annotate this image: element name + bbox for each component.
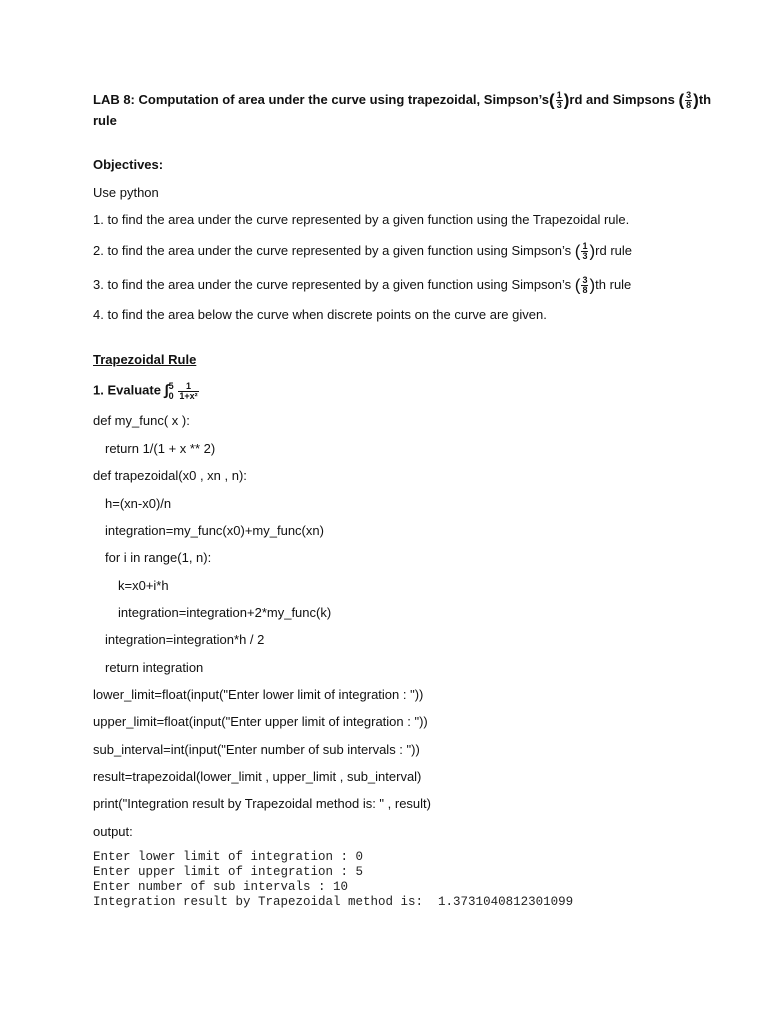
objectives-heading: Objectives:: [93, 157, 164, 172]
output-label: output:: [93, 824, 133, 839]
console-output-line: Enter number of sub intervals : 10: [93, 880, 349, 894]
console-output-line: Enter lower limit of integration : 0: [93, 850, 364, 864]
lab-title-line2: rule: [93, 113, 117, 128]
objective-item-4: 4. to find the area below the curve when discrete points on the curve are given.: [93, 307, 547, 322]
objectives-intro: Use python: [93, 185, 159, 200]
section-heading: Trapezoidal Rule: [93, 352, 197, 367]
code-line: for i in range(1, n):: [105, 550, 212, 565]
code-line: integration=my_func(x0)+my_func(xn): [105, 523, 324, 538]
integral-limits: 5 0: [168, 381, 174, 401]
code-line: return integration: [105, 660, 204, 675]
code-line: integration=integration+2*my_func(k): [118, 605, 332, 620]
objective-item-3: 3. to find the area under the curve represented by a given function using Simpson’s ( $\frac{3}{8}$ )th rule: [93, 275, 632, 295]
fraction-three-eighths: $\frac{3}{8}$: [686, 90, 692, 110]
lab-title: LAB 8: Computation of area under the curve using trapezoidal, Simpson’s( $\frac{1}{3}$ )rd and Simpsons ( $\frac{3}{8}$ )th: [93, 90, 712, 110]
code-line: def my_func( x ):: [93, 413, 190, 428]
code-line: upper_limit=float(input("Enter upper limit of integration : ")): [93, 714, 428, 729]
console-output-line: Enter upper limit of integration : 5: [93, 865, 364, 879]
fraction-three-eighths: $\frac{3}{8}$: [582, 275, 588, 295]
code-line: result=trapezoidal(lower_limit , upper_limit , sub_interval): [93, 769, 422, 784]
console-output-line: Integration result by Trapezoidal method is: 1.3731040812301099: [93, 895, 574, 909]
code-line: def trapezoidal(x0 , xn , n):: [93, 468, 247, 483]
code-line: k=x0+i*h: [118, 578, 169, 593]
code-line: lower_limit=float(input("Enter lower limit of integration : ")): [93, 687, 424, 702]
code-line: return 1/(1 + x ** 2): [105, 441, 216, 456]
code-line: sub_interval=int(input("Enter number of sub intervals : ")): [93, 742, 420, 757]
fraction-one-third: $\frac{1}{3}$: [582, 241, 588, 261]
code-line: h=(xn-x0)/n: [105, 496, 172, 511]
code-line: integration=integration*h / 2: [105, 632, 265, 647]
code-line: print("Integration result by Trapezoidal method is: " , result): [93, 796, 431, 811]
integral-sign: ∫: [164, 382, 169, 399]
integrand-fraction: $\frac{1}{\text{1+x²}}$: [179, 380, 198, 401]
objective-item-2: 2. to find the area under the curve represented by a given function using Simpson’s ( $\frac{1}{3}$ )rd rule: [93, 241, 633, 261]
question-1: 1. Evaluate ∫ 5 0 $\frac{1}{\text{1+x²}}$: [93, 380, 198, 401]
fraction-one-third: $\frac{1}{3}$: [556, 90, 562, 110]
objective-item-1: 1. to find the area under the curve represented by a given function using the Trapezoidal rule.: [93, 212, 630, 227]
